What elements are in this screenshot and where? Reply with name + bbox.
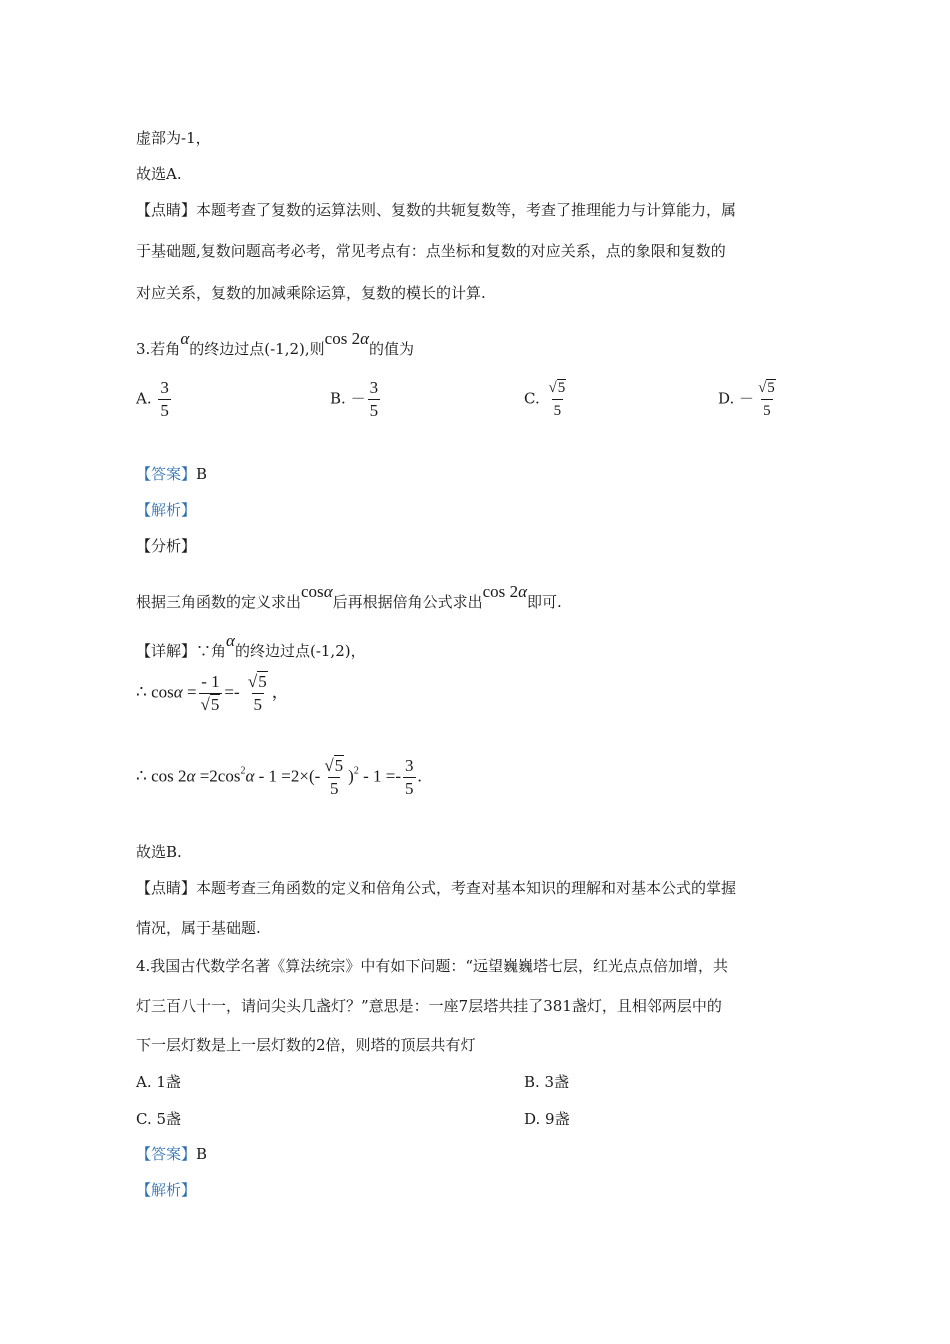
option-label: A. [136, 389, 152, 408]
denominator: 5 [160, 401, 169, 420]
comment-paragraph [136, 200, 736, 220]
text-line: 故选B. [136, 843, 182, 861]
fraction [246, 672, 270, 715]
math-cos: cos [482, 582, 506, 601]
math-two: 2 [178, 766, 187, 786]
math-alpha: α [173, 682, 183, 702]
option-c: C. 5盏 [136, 1110, 182, 1128]
text: 的终边过点(-1,2)， [234, 642, 366, 660]
subsection-tag: 【分析】 [136, 537, 197, 555]
math-alpha: α [360, 329, 370, 348]
numerator: 3 [160, 378, 169, 397]
fraction [199, 672, 223, 715]
math-cos: cos [217, 766, 241, 786]
fraction [403, 756, 416, 799]
numerator: 3 [405, 756, 414, 775]
minus-sign: － [739, 389, 755, 408]
math-alpha: α [518, 582, 527, 601]
math-alpha: α [245, 766, 255, 786]
text: 根据三角函数的定义求出 [136, 593, 302, 611]
fraction [368, 378, 381, 421]
numerator: √5 [324, 756, 344, 775]
denominator: 5 [552, 399, 564, 421]
denominator: √5 [199, 693, 223, 715]
radicand: 5 [767, 380, 775, 396]
radicand: 5 [557, 380, 566, 396]
numerator: 3 [369, 378, 379, 397]
minus-sign: － [350, 389, 366, 408]
option-a [136, 378, 173, 421]
option-b [330, 378, 382, 421]
math-two: 2 [509, 582, 519, 601]
radicand: 5 [334, 756, 344, 775]
equation-2: ∴ $\cos 2\alpha =2\cos^2\alpha - 1 =2\times(-$ $\frac{√5}{5}$ )$^2$ - 1 =- $\frac{3}{5}$ . [136, 756, 422, 798]
math-alpha: α [226, 631, 235, 650]
text: 后再根据倍角公式求出 [332, 593, 483, 611]
text-line: 故选A. [136, 165, 182, 183]
answer-line [136, 1144, 207, 1164]
option-label: C. [524, 389, 540, 408]
denominator: 5 [253, 695, 263, 714]
text: 即可. [527, 593, 562, 611]
answer-value: B [196, 1145, 208, 1163]
option-c [524, 378, 570, 421]
question-text: 的终边过点(-1,2),则 [189, 340, 325, 358]
math-cos: cos [151, 766, 174, 786]
text: 本题考查三角函数的定义和倍角公式，考查对基本知识的理解和对基本公式的掌握 [196, 879, 737, 897]
numerator: √5 [247, 672, 267, 691]
operator: - 1 =- [363, 766, 401, 786]
numerator: √5 [548, 380, 566, 396]
option-b: B. 3盏 [524, 1073, 570, 1091]
therefore-symbol: ∴ [136, 682, 147, 702]
fraction [322, 756, 346, 799]
option-label: D. [718, 389, 735, 408]
question-4-cont: 下一层灯数是上一层灯数的2倍，则塔的顶层共有灯 [136, 1036, 476, 1054]
answer-tag: 【答案】 [136, 1145, 197, 1163]
punctuation: ， [271, 682, 289, 702]
math-cosalpha [301, 574, 333, 610]
answer-line [136, 464, 207, 484]
fraction [158, 378, 171, 421]
section-tag: 【点睛】 [136, 879, 197, 897]
denominator: 5 [761, 399, 773, 421]
exponent: 2 [240, 765, 246, 777]
math-cos2alpha [483, 574, 527, 610]
punctuation: . [417, 766, 422, 786]
comment-paragraph [136, 878, 736, 898]
denominator: 5 [369, 401, 379, 420]
math-alpha: α [180, 329, 190, 348]
detail-line [136, 626, 366, 666]
therefore-symbol: ∴ [136, 766, 147, 786]
denominator: 5 [405, 779, 414, 798]
analysis-tag: 【解析】 [136, 1181, 197, 1199]
question-3 [136, 321, 414, 367]
question-text: 3.若角 [136, 340, 181, 358]
option-a: A. 1盏 [136, 1073, 181, 1091]
operator: =- [224, 682, 240, 702]
math-cos: cos [151, 682, 174, 702]
text: 本题考查了复数的运算法则、复数的共轭复数等，考查了推理能力与计算能力，属 [196, 201, 737, 219]
math-two: 2 [351, 329, 361, 348]
fraction [547, 378, 569, 421]
equation-1: ∴ cosα = $\frac{- 1}{√5}$ =- $\frac{√5}{5}$ ， [136, 672, 289, 714]
option-label: B. [330, 389, 346, 408]
answer-value: B [196, 465, 208, 483]
answer-tag: 【答案】 [136, 465, 197, 483]
text-line: 对应关系，复数的加减乘除运算，复数的模长的计算. [136, 284, 486, 302]
operator: =2 [199, 766, 218, 786]
radicand: 5 [258, 672, 267, 691]
operator: - 1 =2×(- [258, 766, 321, 786]
radicand: 5 [210, 695, 220, 714]
math-cos: cos [324, 329, 348, 348]
exponent: 2 [353, 765, 359, 777]
analysis-text [136, 574, 562, 620]
text-line: 情况，属于基础题. [136, 919, 261, 937]
math-alpha: α [186, 766, 196, 786]
section-tag: 【详解】 [136, 642, 197, 660]
section-tag: 【点睛】 [136, 201, 197, 219]
math-alpha: α [323, 582, 333, 601]
text-line: 于基础题,复数问题高考必考，常见考点有：点坐标和复数的对应关系，点的象限和复数的 [136, 242, 726, 260]
text: ∵角 [196, 642, 227, 660]
option-d [718, 378, 780, 421]
question-4: 4.我国古代数学名著《算法统宗》中有如下问题：“远望巍巍塔七层，红光点点倍加增，共 [136, 957, 728, 975]
question-4-cont: 灯三百八十一，请问尖头几盏灯？”意思是：一座7层塔共挂了381盏灯，且相邻两层中的 [136, 997, 722, 1015]
numerator: √5 [758, 380, 775, 396]
math-cos: cos [301, 582, 324, 601]
option-d: D. 9盏 [524, 1110, 570, 1128]
numerator: - 1 [201, 672, 220, 691]
math-cos2alpha [325, 321, 369, 357]
question-text: 的值为 [369, 340, 415, 358]
fraction [756, 378, 778, 421]
text-line: 虚部为-1， [136, 129, 211, 147]
denominator: 5 [329, 779, 339, 798]
analysis-tag: 【解析】 [136, 501, 197, 519]
